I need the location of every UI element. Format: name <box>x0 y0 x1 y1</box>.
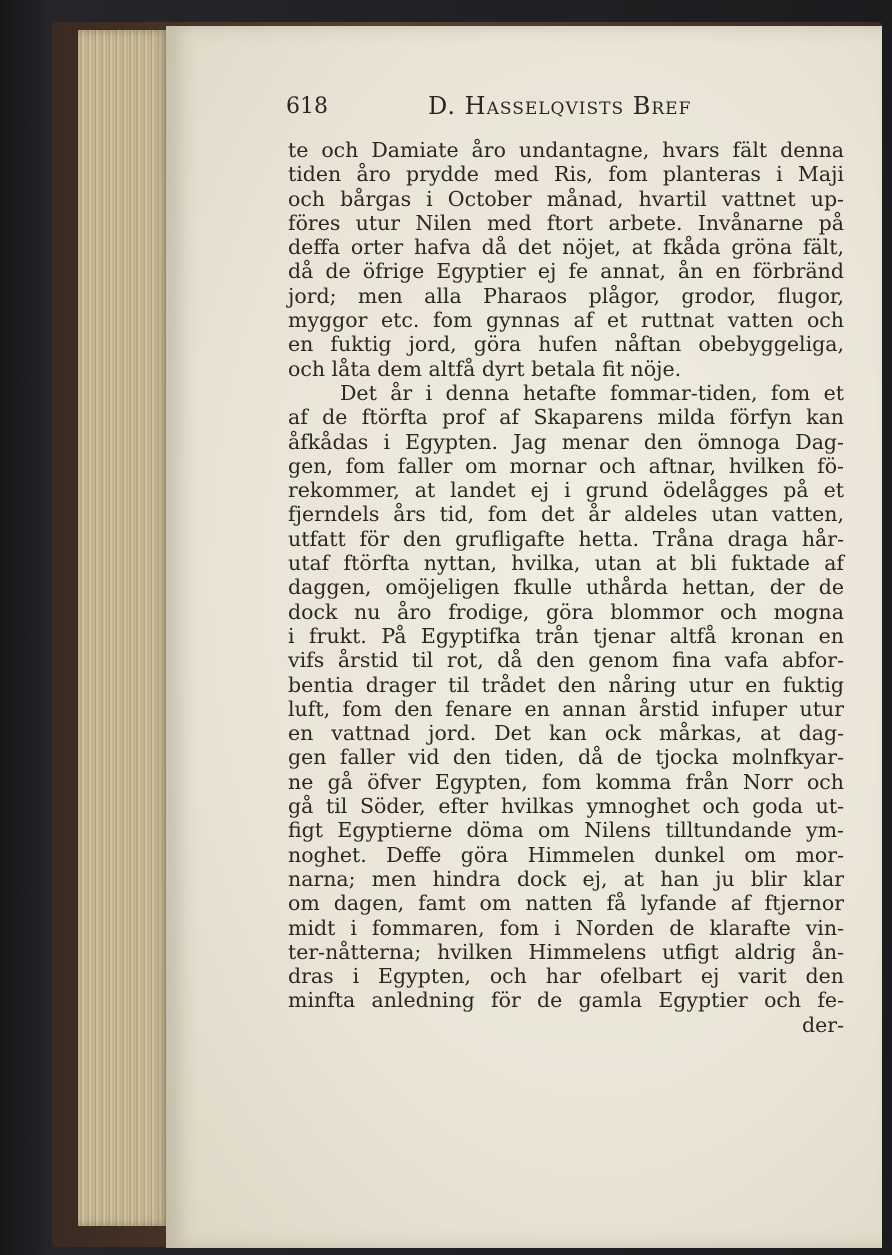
text-line: då de öfrige Egyptier ej fe annat, ån en förbränd <box>288 259 844 284</box>
text-line: ne gå öfver Egypten, fom komma från Norr och <box>288 769 844 794</box>
text-line: vifs årstid til rot, då den genom fina vafa abfor- <box>288 648 844 673</box>
page-edges <box>78 30 170 1226</box>
text-line: narna; men hindra dock ej, at han ju blir klar <box>288 866 844 891</box>
text-line: te och Damiate åro undantagne, hvars fält denna <box>288 138 844 162</box>
text-line: tiden åro prydde med Ris, fom planteras i Maji <box>288 162 844 187</box>
text-line: midt i fommaren, fom i Norden de klarafte vin- <box>288 915 844 940</box>
text-line: utfatt för den grufligafte hetta. Tråna draga hår- <box>288 526 844 551</box>
page-number: 618 <box>286 94 328 119</box>
text-line: af de ftörfta prof af Skaparens milda förfyn kan <box>288 405 844 430</box>
text-line: en vattnad jord. Det kan ock mårkas, at dag- <box>288 721 844 746</box>
text-line: fjerndels års tid, fom det år aldeles utan vatten, <box>288 502 844 527</box>
text-line: minfta anledning för de gamla Egyptier och fe- <box>288 988 844 1013</box>
text-line: åfkådas i Egypten. Jag menar den ömnoga Dag- <box>288 429 844 454</box>
running-head: D. Hasselqvists Bref <box>428 92 692 120</box>
text-line: luft, fom den fenare en annan årstid infuper utur <box>288 696 844 721</box>
text-line: daggen, omöjeligen fkulle uthårda hettan, der de <box>288 575 844 600</box>
text-line: ter-nåtterna; hvilken Himmelens utfigt aldrig ån- <box>288 939 844 964</box>
text-line: jord; men alla Pharaos plågor, grodor, flugor, <box>288 283 844 308</box>
text-line: bentia drager til trådet den nåring utur en fuktig <box>288 672 844 697</box>
paragraph-2 <box>288 381 844 1013</box>
text-line: och bårgas i October månad, hvartil vattnet up- <box>288 186 844 211</box>
text-line: Det år i denna hetafte fommar-tiden, fom et <box>340 380 844 405</box>
text-line: och låta dem altfå dyrt betala fit nöje. <box>288 356 682 381</box>
text-line: rekommer, at landet ej i grund ödelågges på et <box>288 478 844 503</box>
text-line: dras i Egypten, och har ofelbart ej varit den <box>288 964 844 989</box>
text-line: föres utur Nilen med ftort arbete. Invånarne på <box>288 210 844 235</box>
text-line: i frukt. På Egyptifka trån tjenar altfå kronan en <box>288 623 844 648</box>
text-line: dock nu åro frodige, göra blommor och mogna <box>288 599 844 624</box>
text-line: deffa orter hafva då det nöjet, at fkåda gröna fält, <box>288 235 844 260</box>
text-line: myggor etc. fom gynnas af et ruttnat vatten och <box>288 308 844 333</box>
text-line: gen, fom faller om mornar och aftnar, hvilken fö- <box>288 453 844 478</box>
page-header <box>286 92 846 122</box>
catchword: der- <box>802 1012 844 1037</box>
text-line: gen faller vid den tiden, då de tjocka molnfkyar- <box>288 745 844 770</box>
text-line: noghet. Deffe göra Himmelen dunkel om mor- <box>288 842 844 867</box>
text-line: om dagen, famt om natten få lyfande af ftjernor <box>288 891 844 916</box>
body-text <box>288 138 844 1037</box>
paragraph-1 <box>288 138 844 381</box>
text-line: en fuktig jord, göra hufen nåftan obebyggeliga, <box>288 332 844 357</box>
text-line: utaf ftörfta nyttan, hvilka, utan at bli fuktade af <box>288 551 844 576</box>
text-line: gå til Söder, efter hvilkas ymnoghet och goda ut- <box>288 794 844 819</box>
text-line: figt Egyptierne döma om Nilens tilltundande ym- <box>288 818 844 843</box>
